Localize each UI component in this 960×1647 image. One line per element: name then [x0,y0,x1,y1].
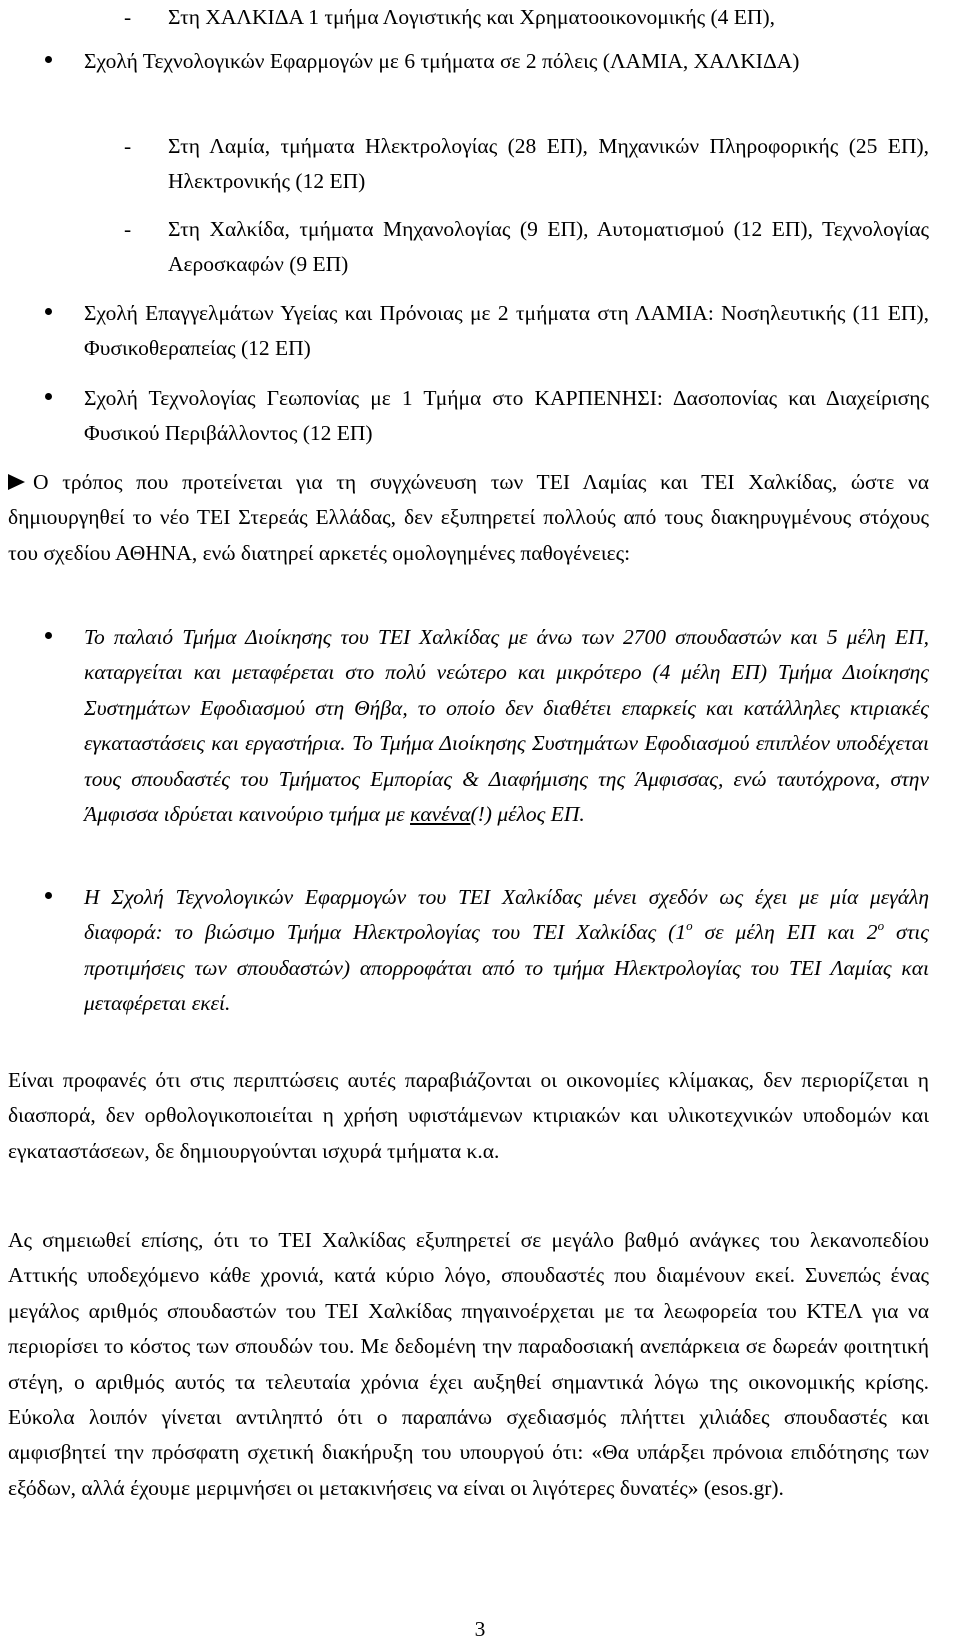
bullet-item-text: Σχολή Επαγγελμάτων Υγείας και Πρόνοιας με 2 τμήματα στη ΛΑΜΙΑ: Νοσηλευτικής (11 ΕΠ), Φυσικοθεραπείας (12 ΕΠ) [84,301,929,361]
bullet-icon [45,632,52,639]
bullet-icon [45,892,52,899]
dash-item-chalkida-accounting [124,0,929,35]
text-segment: σε μέλη ΕΠ και 2 [692,920,878,945]
bullet-item-agriculture-school [45,381,929,452]
ordinal-superscript: ο [686,918,693,934]
dash-item-lamia-departments [124,129,929,200]
paragraph-economies-of-scale: Είναι προφανές ότι στις περιπτώσεις αυτές παραβιάζονται οι οικονομίες κλίμακας, δεν περιορίζεται η διασπορά, δεν ορθολογικοποιείται η χρήση υφιστάμενων κτιριακών και υλικοτεχνικών υποδομών και εγκαταστάσεων, δε δημιουργούνται ισχυρά τμήματα κ.α. [8,1068,929,1163]
italic-bullet-applied-tech [45,880,929,1022]
dash-item-text: Στη Λαμία, τμήματα Ηλεκτρολογίας (28 ΕΠ), Μηχανικών Πληροφορικής (25 ΕΠ), Ηλεκτρονικής (12 ΕΠ) [168,134,929,194]
page-number: 3 [474,1617,486,1641]
ordinal-superscript: ο [877,918,885,934]
underlined-word: κανένα [410,802,471,827]
bullet-item-applied-tech-school [45,44,929,79]
italic-bullet-text [84,880,929,1022]
bullet-item-text: Σχολή Τεχνολογικών Εφαρμογών με 6 τμήματα σε 2 πόλεις (ΛΑΜΙΑ, ΧΑΛΚΙΔΑ) [84,49,800,73]
bullet-icon [45,308,52,315]
dash-item-text: Στη Χαλκίδα, τμήματα Μηχανολογίας (9 ΕΠ), Αυτοματισμού (12 ΕΠ), Τεχνολογίας Αεροσκαφών (9 ΕΠ) [168,217,929,277]
dash-marker: - [124,217,132,241]
text-segment: Το παλαιό Τμήμα Διοίκησης του ΤΕΙ Χαλκίδας με άνω των 2700 σπουδαστών και 5 μέλη ΕΠ, καταργείται και μεταφέρεται στο πολύ νεώτερο και μικρότερο (4 μέλη ΕΠ) Τμήμα Διοίκησης Συστημάτων Εφοδιασμού στη Θήβα, το οποίο δεν διαθέτει επαρκείς και κατάλληλες κτιριακές εγκαταστάσεις και εργαστήρια. Το Τμήμα Διοίκησης Συστημάτων Εφοδιασμού επιπλέον υποδέχεται τους σπουδαστές του Τμήματος Εμπορίας & Διαφήμισης της Άμφισσας, ενώ ταυτόχρονα, στην Άμφισσα ιδρύεται καινούριο τμήμα με [84,625,929,827]
dash-marker: - [124,134,132,158]
italic-bullet-management-dept [45,620,929,832]
bullet-icon [45,56,52,63]
dash-item-chalkida-departments [124,212,929,283]
arrow-paragraph [8,465,929,571]
paragraph-attica-students: Ας σημειωθεί επίσης, ότι το ΤΕΙ Χαλκίδας εξυπηρετεί σε μεγάλο βαθμό ανάγκες του λεκανοπεδίου Αττικής υποδεχόμενο κάθε χρονιά, κατά κύριο λόγο, σπουδαστές που διαμένουν εκεί. Συνεπώς ένας μεγάλος αριθμός σπουδαστών του ΤΕΙ Χαλκίδας πηγαινοέρχεται με τα λεωφορεία του ΚΤΕΛ για να περιορίσει το κόστος των σπουδών του. Με δεδομένη την παραδοσιακή ανεπάρκεια σε δωρεάν φοιτητική στέγη, ο αριθμός αυτός τα τελευταία χρόνια έχει αυξηθεί σημαντικά λόγω της οικονομικής κρίσης. Εύκολα λοιπόν γίνεται αντιληπτό ότι ο παραπάνω σχεδιασμός πλήττει χιλιάδες σπουδαστές και αμφισβητεί την πρόσφατη σχετική διακήρυξη του υπουργού ότι: «Θα υπάρξει πρόνοια επιδότησης των εξόδων, αλλά έχουμε μεριμνήσει οι μετακινήσεις να είναι οι λιγότερες δυνατές» (esos.gr). [8,1228,929,1500]
text-segment: στις προτιμήσεις των σπουδαστών) απορροφάται από το τμήμα Ηλεκτρολογίας του ΤΕΙ Λαμίας και μεταφέρεται εκεί. [84,920,929,1016]
italic-bullet-text [84,620,929,832]
text-segment: Η Σχολή Τεχνολογικών Εφαρμογών του ΤΕΙ Χαλκίδας μένει σχεδόν ως έχει με μία μεγάλη διαφορά: το βιώσιμο Τμήμα Ηλεκτρολογίας του ΤΕΙ Χαλκίδας (1 [84,885,929,945]
text-segment: (!) μέλος ΕΠ. [470,802,585,827]
dash-item-text: Στη ΧΑΛΚΙΔΑ 1 τμήμα Λογιστικής και Χρηματοοικονομικής (4 ΕΠ), [168,5,775,29]
bullet-item-text: Σχολή Τεχνολογίας Γεωπονίας με 1 Τμήμα στο ΚΑΡΠΕΝΗΣΙ: Δασοπονίας και Διαχείρισης Φυσικού Περιβάλλοντος (12 ΕΠ) [84,386,929,446]
arrow-paragraph-text: Ο τρόπος που προτείνεται για τη συγχώνευση των ΤΕΙ Λαμίας και ΤΕΙ Χαλκίδας, ώστε να δημιουργηθεί το νέο ΤΕΙ Στερεάς Ελλάδας, δεν εξυπηρετεί πολλούς από τους διακηρυγμένους στόχους του σχεδίου ΑΘΗΝΑ, ενώ διατηρεί αρκετές ομολογημένες παθογένειες: [8,470,929,565]
right-pointer-icon [8,474,25,490]
dash-marker: - [124,5,132,29]
bullet-item-health-school [45,296,929,367]
bullet-icon [45,393,52,400]
